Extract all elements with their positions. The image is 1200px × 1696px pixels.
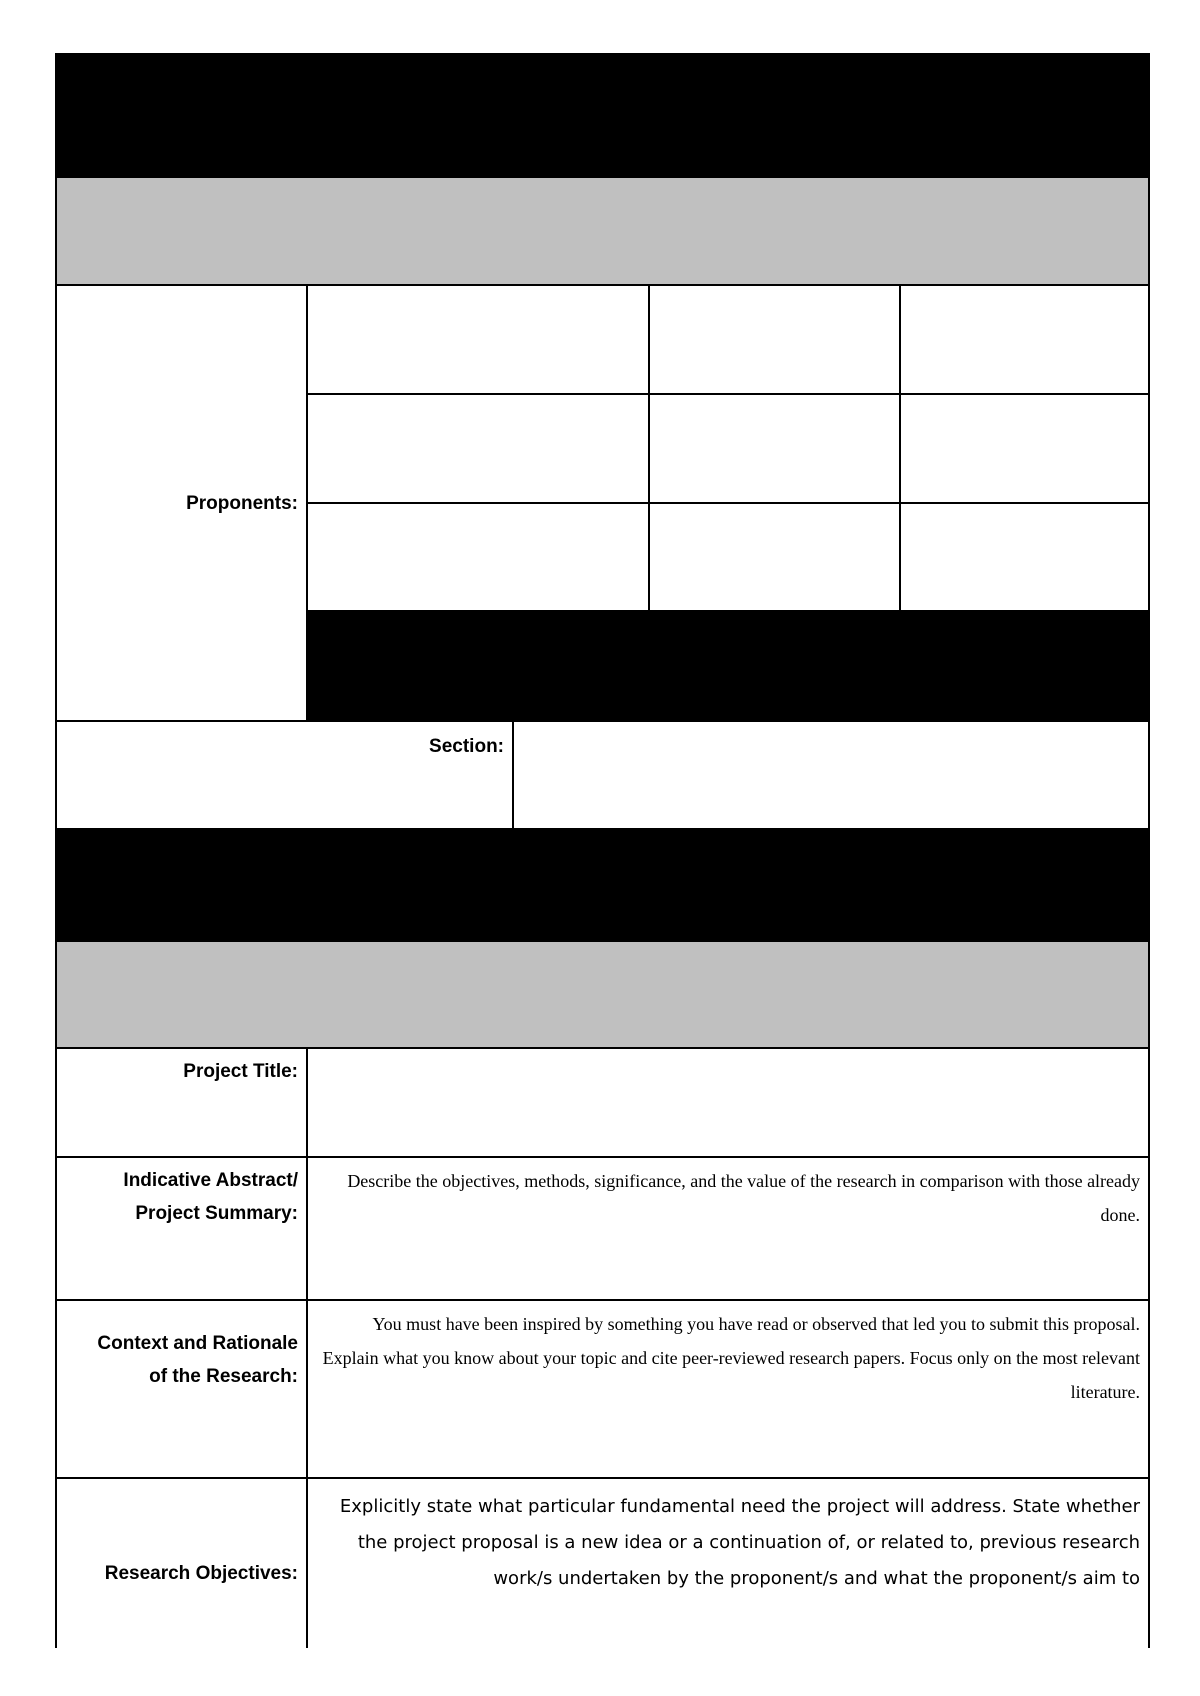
proponent-detail-cell-3b[interactable] <box>900 503 1149 611</box>
form-header-band <box>56 54 1149 177</box>
section-label: Section: <box>56 721 513 829</box>
context-label <box>56 1300 307 1478</box>
proponent-detail-cell-1b[interactable] <box>900 285 1149 394</box>
proponent-name-cell-3[interactable] <box>307 503 649 611</box>
project-title-label: Project Title: <box>56 1048 307 1157</box>
objectives-hint[interactable]: Explicitly state what particular fundamental need the project will address. State whether the project proposal is a new idea or a continuation of, or related to, previous research work/s undertaken by the proponent/s and what the proponent/s aim to <box>307 1478 1149 1648</box>
project-title-input-cell[interactable] <box>307 1048 1149 1157</box>
abstract-label <box>56 1157 307 1300</box>
project-header-band <box>56 829 1149 941</box>
research-proposal-form <box>55 53 1148 1648</box>
objectives-label: Research Objectives: <box>56 1478 307 1648</box>
project-section-band <box>56 941 1149 1048</box>
section-header-band <box>56 177 1149 285</box>
proponent-detail-cell-2a[interactable] <box>649 394 900 503</box>
proponents-label: Proponents: <box>56 285 307 721</box>
section-input-cell[interactable] <box>513 721 1149 829</box>
proponent-name-cell-2[interactable] <box>307 394 649 503</box>
context-label-line-2: of the Research: <box>149 1366 298 1387</box>
abstract-hint[interactable]: Describe the objectives, methods, significance, and the value of the research in comparison with those already done. <box>307 1157 1149 1300</box>
proponent-detail-cell-2b[interactable] <box>900 394 1149 503</box>
proposal-table <box>55 53 1150 1648</box>
context-hint[interactable]: You must have been inspired by something you have read or observed that led you to submit this proposal. Explain what you know about your topic and cite peer-reviewed research papers. Focus only on the most relevant literature. <box>307 1300 1149 1478</box>
abstract-label-line-2: Project Summary: <box>135 1203 298 1224</box>
proponent-detail-cell-1a[interactable] <box>649 285 900 394</box>
proponent-name-cell-1[interactable] <box>307 285 649 394</box>
proponents-footer-band <box>307 611 1149 721</box>
proponent-detail-cell-3a[interactable] <box>649 503 900 611</box>
context-label-line-1: Context and Rationale <box>97 1333 298 1354</box>
abstract-label-line-1: Indicative Abstract/ <box>123 1170 298 1191</box>
